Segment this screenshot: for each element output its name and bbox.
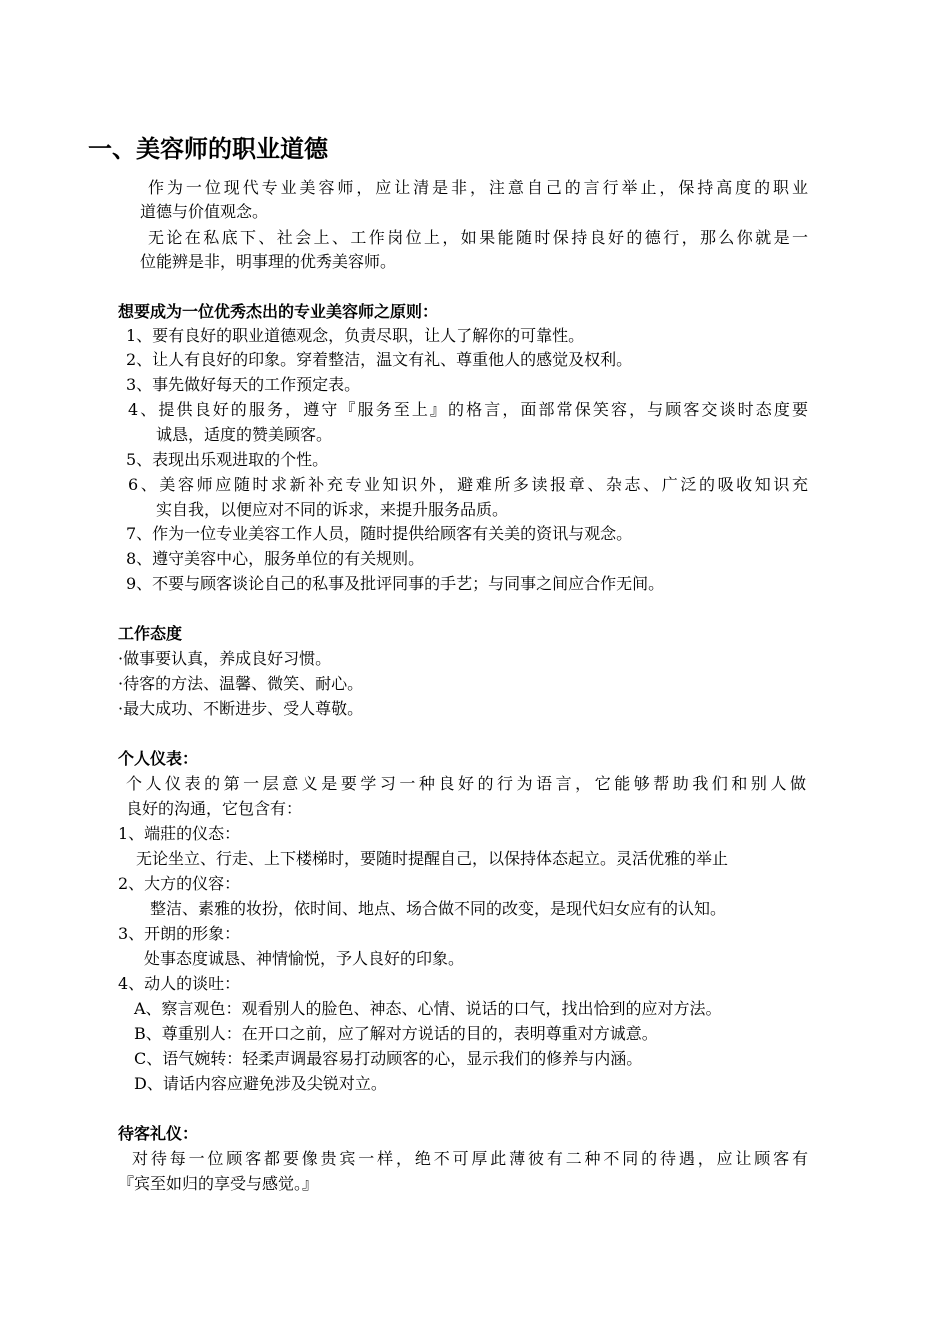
intro-line-1: 作为一位现代专业美容师，应让清是非，注意自己的言行举止，保持高度的职业 [148, 178, 808, 197]
attitude-item-3: ·最大成功、不断进步、受人尊敬。 [118, 699, 364, 718]
appearance-item-2: 2、大方的仪容： [118, 874, 241, 893]
principle-item-7: 7、作为一位专业美容工作人员，随时提供给顾客有关美的资讯与观念。 [126, 524, 633, 543]
intro-line-3: 无论在私底下、社会上、工作岗位上，如果能随时保持良好的德行，那么你就是一 [148, 228, 808, 247]
attitude-item-2: ·待客的方法、温馨、微笑、耐心。 [118, 674, 364, 693]
principle-item-6: 6、美容师应随时求新补充专业知识外，避难所多读报章、杂志、广泛的吸收知识充 [128, 475, 808, 494]
intro-line-2: 道德与价值观念。 [140, 202, 269, 221]
appearance-item-4-a: A、察言观色：观看别人的脸色、神态、心情、说话的口气，找出恰到的应对方法。 [134, 999, 722, 1018]
principle-item-2: 2、让人有良好的印象。穿着整洁，温文有礼、尊重他人的感觉及权利。 [126, 350, 633, 369]
attitude-heading: 工作态度 [118, 624, 183, 643]
principle-item-5: 5、表现出乐观进取的个性。 [126, 450, 329, 469]
appearance-item-4-b: B、尊重别人：在开口之前，应了解对方说话的目的，表明尊重对方诚意。 [134, 1024, 658, 1043]
appearance-item-1: 1、端莊的仪态： [118, 824, 241, 843]
principles-heading: 想要成为一位优秀杰出的专业美容师之原则： [118, 302, 439, 321]
appearance-item-4: 4、动人的谈吐： [118, 974, 241, 993]
principle-item-4-cont: 诚恳，适度的赞美顾客。 [156, 425, 333, 444]
appearance-intro-1: 个人仪表的第一层意义是要学习一种良好的行为语言，它能够帮助我们和别人做 [126, 774, 806, 793]
intro-line-4: 位能辨是非，明事理的优秀美容师。 [140, 252, 397, 271]
appearance-intro-2: 良好的沟通，它包含有： [126, 799, 303, 818]
principle-item-1: 1、要有良好的职业道德观念，负责尽职，让人了解你的可靠性。 [126, 326, 585, 345]
appearance-item-4-d: D、请话内容应避免涉及尖锐对立。 [134, 1074, 387, 1093]
principle-item-9: 9、不要与顾客谈论自己的私事及批评同事的手艺；与同事之间应合作无间。 [126, 574, 665, 593]
appearance-heading: 个人仪表： [118, 749, 199, 768]
attitude-item-1: ·做事要认真，养成良好习惯。 [118, 649, 332, 668]
reception-line-2: 『宾至如归的享受与感觉。』 [118, 1174, 319, 1193]
principle-item-8: 8、遵守美容中心，服务单位的有关规则。 [126, 549, 425, 568]
principle-item-4: 4、提供良好的服务，遵守『服务至上』的格言，面部常保笑容，与顾客交谈时态度要 [128, 400, 808, 419]
page-title: 一、美容师的职业道德 [88, 135, 328, 163]
appearance-item-3-text: 处事态度诚恳、神情愉悦，予人良好的印象。 [144, 949, 465, 968]
appearance-item-2-text: 整洁、素雅的妆扮，依时间、地点、场合做不同的改变，是现代妇女应有的认知。 [150, 899, 727, 918]
appearance-item-3: 3、开朗的形象： [118, 924, 241, 943]
principle-item-3: 3、事先做好每天的工作预定表。 [126, 375, 361, 394]
appearance-item-1-text: 无论坐立、行走、上下楼梯时，要随时提醒自己，以保持体态起立。灵活优雅的举止 [136, 849, 729, 868]
principle-item-6-cont: 实自我，以便应对不同的诉求，来提升服务品质。 [156, 500, 509, 519]
appearance-item-4-c: C、语气婉转：轻柔声调最容易打动顾客的心，显示我们的修养与内涵。 [134, 1049, 643, 1068]
reception-line-1: 对待每一位顾客都要像贵宾一样，绝不可厚此薄彼有二种不同的待遇，应让顾客有 [132, 1149, 808, 1168]
reception-heading: 待客礼仪： [118, 1124, 199, 1143]
